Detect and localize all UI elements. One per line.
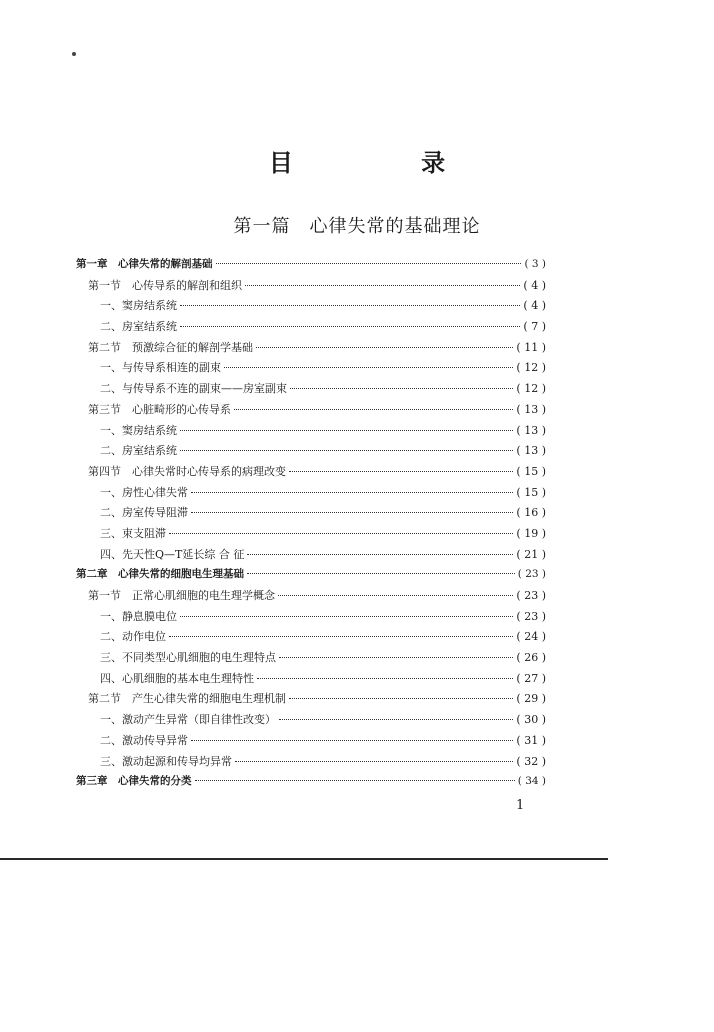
toc-subsection [76,318,546,339]
toc-subsection [76,442,546,463]
toc-section [76,401,546,422]
dot-leader [191,512,513,513]
toc-label: 第一节 心传导系的解剖和组织 [88,278,242,292]
toc-page-number: ( 29 ) [516,692,546,706]
toc-label: 第三节 心脏畸形的心传导系 [88,402,231,416]
dot-leader [256,347,513,348]
toc-label: 二、与传导系不连的副束——房室副束 [100,382,287,396]
toc-page-number: ( 4 ) [523,299,546,313]
toc-subsection [76,670,546,691]
toc-page-number: ( 23 ) [517,568,546,581]
toc-subsection [76,504,546,525]
toc-page-number: ( 4 ) [523,278,546,292]
bottom-rule [0,858,608,860]
toc-subsection [76,422,546,443]
toc-label: 一、激动产生异常（即自律性改变） [100,713,276,727]
toc-label: 二、动作电位 [100,630,166,644]
toc-label: 二、房室传导阻滞 [100,506,188,520]
dot-leader [234,409,513,410]
scan-speck [72,52,76,56]
dot-leader [289,698,513,699]
toc-page-number: ( 24 ) [516,630,546,644]
toc-section [76,339,546,360]
toc-label: 第一章 心律失常的解剖基础 [76,258,213,270]
dot-leader [180,305,520,306]
toc-subsection [76,546,546,567]
toc-chapter [76,566,546,587]
dot-leader [216,263,522,264]
toc-label: 第二节 预激综合征的解剖学基础 [88,340,253,354]
toc-chapter [76,773,546,794]
toc-page-number: ( 13 ) [516,402,546,416]
toc-page-number: ( 12 ) [516,382,546,396]
toc-page-number: ( 16 ) [516,506,546,520]
dot-leader [180,430,513,431]
part-title: 第一篇 心律失常的基础理论 [233,216,481,237]
toc-label: 三、不同类型心肌细胞的电生理特点 [100,651,276,665]
dot-leader [224,367,513,368]
toc-label: 第二节 产生心律失常的细胞电生理机制 [88,692,286,706]
toc-page-number: ( 27 ) [516,671,546,685]
toc-label: 第二章 心律失常的细胞电生理基础 [76,568,244,581]
toc-label: 一、与传导系相连的副束 [100,361,221,375]
dot-leader [278,595,513,596]
toc-label: 二、房室结系统 [100,320,177,334]
toc-page-number: ( 21 ) [516,547,546,561]
toc-subsection [76,380,546,401]
toc-label: 第四节 心律失常时心传导系的病理改变 [88,464,286,478]
toc-label: 二、激动传导异常 [100,733,188,747]
toc-page-number: ( 19 ) [516,526,546,540]
dot-leader [245,285,520,286]
toc-label: 三、束支阻滞 [100,526,166,540]
toc-label: 一、静息膜电位 [100,609,177,623]
dot-leader [279,719,513,720]
toc-page-number: ( 15 ) [516,485,546,499]
dot-leader [257,678,513,679]
toc-section [76,587,546,608]
toc-page-number: ( 26 ) [516,651,546,665]
toc-page-number: ( 13 ) [516,423,546,437]
toc-label: 四、心肌细胞的基本电生理特性 [100,671,254,685]
toc-page-number: ( 34 ) [517,775,546,788]
toc-page-number: ( 31 ) [516,733,546,747]
toc-subsection [76,359,546,380]
dot-leader [191,492,513,493]
toc-subsection [76,628,546,649]
toc-chapter [76,256,546,277]
toc-label: 第一节 正常心肌细胞的电生理学概念 [88,589,275,602]
page-number: 1 [516,798,525,813]
toc-page-number: ( 13 ) [516,444,546,458]
toc-subsection [76,753,546,774]
toc-subsection [76,608,546,629]
dot-leader [169,533,513,534]
dot-leader [247,573,515,574]
toc-subsection [76,732,546,753]
toc-subsection [76,484,546,505]
dot-leader [180,616,513,617]
toc-page-number: ( 7 ) [523,320,546,334]
toc-label: 一、房性心律失常 [100,485,188,499]
toc-label: 一、窦房结系统 [100,423,177,437]
toc-label: 三、激动起源和传导均异常 [100,754,232,768]
toc-subsection [76,525,546,546]
toc-page-number: ( 23 ) [516,589,546,602]
toc-page-number: ( 23 ) [516,609,546,623]
toc-section [76,463,546,484]
dot-leader [180,326,520,327]
toc-label: 二、房室结系统 [100,444,177,458]
toc-page-number: ( 12 ) [516,361,546,375]
toc-page-number: ( 30 ) [516,713,546,727]
toc-section [76,690,546,711]
toc-label: 第三章 心律失常的分类 [76,775,192,788]
toc-label: 四、先天性Q—T延长综 合 征 [100,547,245,561]
dot-leader [169,636,513,637]
dot-leader [289,471,513,472]
toc-page-number: ( 3 ) [524,258,546,270]
dot-leader [290,388,513,389]
toc-section [76,277,546,298]
dot-leader [191,740,513,741]
dot-leader [180,450,513,451]
table-of-contents [76,256,546,794]
toc-subsection [76,297,546,318]
dot-leader [279,657,513,658]
toc-subsection [76,711,546,732]
toc-subsection [76,649,546,670]
dot-leader [247,554,513,555]
toc-page-number: ( 11 ) [516,340,546,354]
page-title: 目 录 [268,149,506,177]
toc-page-number: ( 15 ) [516,464,546,478]
toc-label: 一、窦房结系统 [100,299,177,313]
dot-leader [235,761,513,762]
dot-leader [195,780,515,781]
toc-page-number: ( 32 ) [516,754,546,768]
